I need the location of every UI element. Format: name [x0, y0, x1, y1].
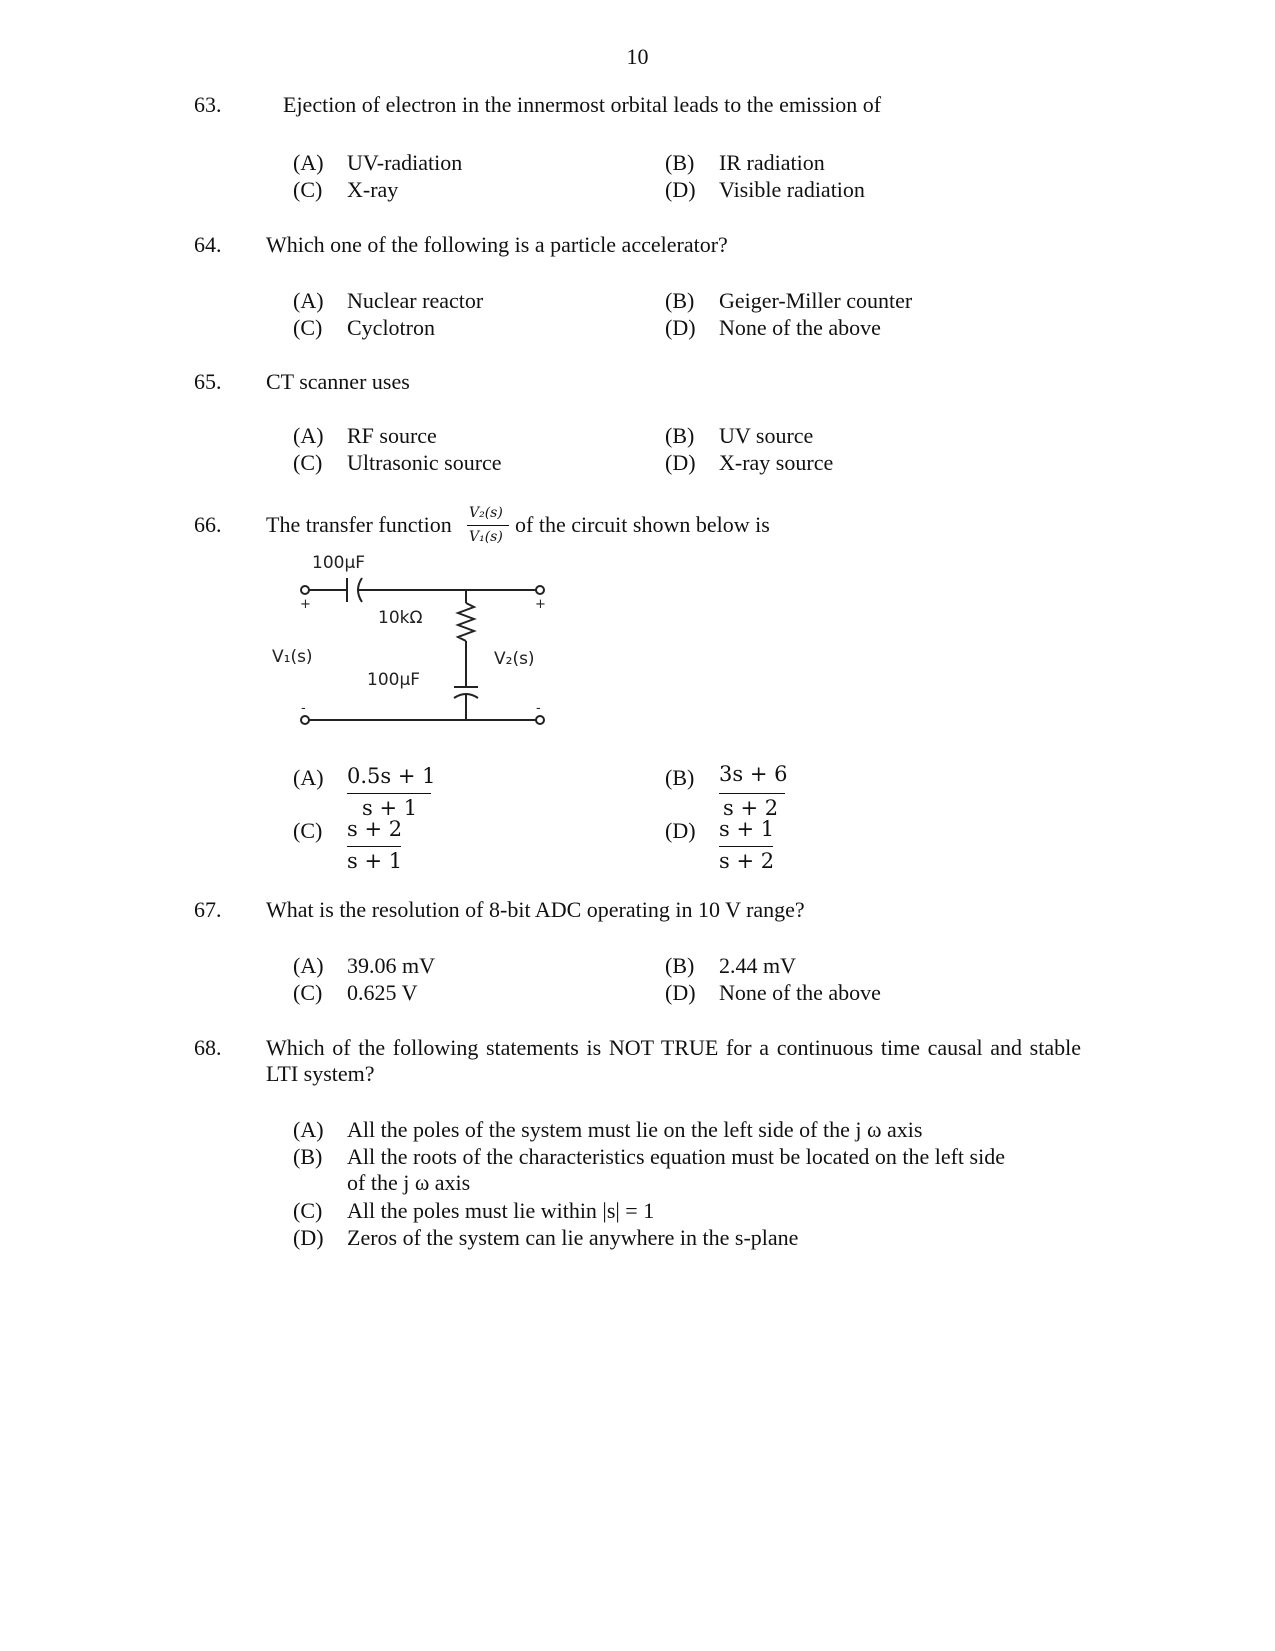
label-c1: 100µF	[312, 553, 366, 573]
input-terminal-top	[301, 586, 309, 594]
option-text: UV-radiation	[347, 150, 463, 175]
option-text: X-ray	[347, 177, 399, 202]
question-text: What is the resolution of 8-bit ADC operating in 10 V range?	[266, 897, 805, 922]
page-number: 10	[626, 44, 649, 69]
output-terminal-bottom	[536, 716, 544, 724]
option-text: 2.44 mV	[719, 953, 796, 978]
question-number: 65.	[194, 369, 222, 394]
transfer-fraction-bar	[467, 525, 509, 526]
option-letter: (B)	[665, 765, 695, 790]
option-text: RF source	[347, 423, 437, 448]
option-denominator: s + 1	[362, 796, 418, 820]
option-letter: (C)	[293, 177, 323, 202]
option-letter: (D)	[665, 818, 696, 843]
option-numerator: s + 1	[719, 817, 775, 841]
option-letter: (A)	[293, 1117, 324, 1142]
output-terminal-top	[536, 586, 544, 594]
option-letter: (C)	[293, 818, 323, 843]
option-fraction-bar	[719, 846, 773, 847]
option-text: 0.625 V	[347, 980, 418, 1005]
transfer-fraction-numerator: V₂(s)	[469, 505, 503, 521]
option-text: All the poles of the system must lie on the left side of the j ω axis	[347, 1117, 923, 1142]
label-minus-left: -	[301, 701, 306, 716]
circuit-diagram	[270, 545, 590, 735]
option-text: All the poles must lie within |s| = 1	[347, 1198, 655, 1223]
option-letter: (B)	[665, 953, 695, 978]
option-letter: (A)	[293, 423, 324, 448]
option-letter: (A)	[293, 150, 324, 175]
option-letter: (B)	[665, 288, 695, 313]
option-text: UV source	[719, 423, 814, 448]
option-letter: (A)	[293, 288, 324, 313]
label-minus-right: -	[536, 701, 541, 716]
option-fraction-bar	[719, 793, 785, 794]
label-resistor: 10kΩ	[378, 608, 423, 628]
option-text: None of the above	[719, 980, 881, 1005]
option-letter: (D)	[665, 177, 696, 202]
option-letter: (C)	[293, 980, 323, 1005]
option-numerator: 3s + 6	[719, 762, 788, 786]
question-text: Which of the following statements is NOT TRUE for a continuous time causal and stable LTI system?	[266, 1035, 1081, 1086]
option-letter: (D)	[293, 1225, 324, 1250]
question-number: 63.	[194, 92, 222, 117]
transfer-fraction-denominator: V₁(s)	[469, 529, 503, 545]
question-number: 67.	[194, 897, 222, 922]
option-letter: (C)	[293, 315, 323, 340]
question-text-continued: of the circuit shown below is	[515, 512, 770, 537]
option-text: Geiger-Miller counter	[719, 288, 913, 313]
option-letter: (D)	[665, 450, 696, 475]
question-number: 66.	[194, 512, 222, 537]
option-letter: (C)	[293, 450, 323, 475]
option-text: X-ray source	[719, 450, 834, 475]
option-text: IR radiation	[719, 150, 825, 175]
option-text: Nuclear reactor	[347, 288, 484, 313]
question-text: CT scanner uses	[266, 369, 410, 394]
option-letter: (B)	[665, 423, 695, 448]
option-text: Ultrasonic source	[347, 450, 502, 475]
option-denominator: s + 2	[723, 796, 779, 820]
input-terminal-bottom	[301, 716, 309, 724]
label-plus-left: +	[300, 597, 311, 612]
option-text: Cyclotron	[347, 315, 435, 340]
option-text: Zeros of the system can lie anywhere in the s-plane	[347, 1225, 799, 1250]
option-letter: (C)	[293, 1198, 323, 1223]
option-letter: (B)	[293, 1144, 323, 1169]
option-text: None of the above	[719, 315, 881, 340]
label-v2: V₂(s)	[494, 649, 535, 669]
question-text: Ejection of electron in the innermost orbital leads to the emission of	[283, 92, 882, 117]
question-number: 64.	[194, 232, 222, 257]
option-denominator: s + 2	[719, 849, 775, 873]
option-text: All the roots of the characteristics equation must be located on the left side of the j ω axis	[347, 1144, 1005, 1195]
label-c2: 100µF	[367, 670, 421, 690]
option-letter: (D)	[665, 980, 696, 1005]
resistor-zigzag	[458, 603, 474, 641]
question-text: The transfer function	[266, 512, 452, 537]
question-text: Which one of the following is a particle accelerator?	[266, 232, 728, 257]
label-v1: V₁(s)	[272, 647, 313, 667]
option-text: Visible radiation	[719, 177, 865, 202]
option-letter: (B)	[665, 150, 695, 175]
option-denominator: s + 1	[347, 849, 403, 873]
option-letter: (D)	[665, 315, 696, 340]
option-numerator: s + 2	[347, 817, 403, 841]
label-plus-right: +	[535, 597, 546, 612]
option-text: 39.06 mV	[347, 953, 435, 978]
option-letter: (A)	[293, 953, 324, 978]
option-numerator: 0.5s + 1	[347, 764, 436, 788]
option-letter: (A)	[293, 765, 324, 790]
option-fraction-bar	[347, 793, 431, 794]
question-number: 68.	[194, 1035, 222, 1060]
option-fraction-bar	[347, 846, 401, 847]
